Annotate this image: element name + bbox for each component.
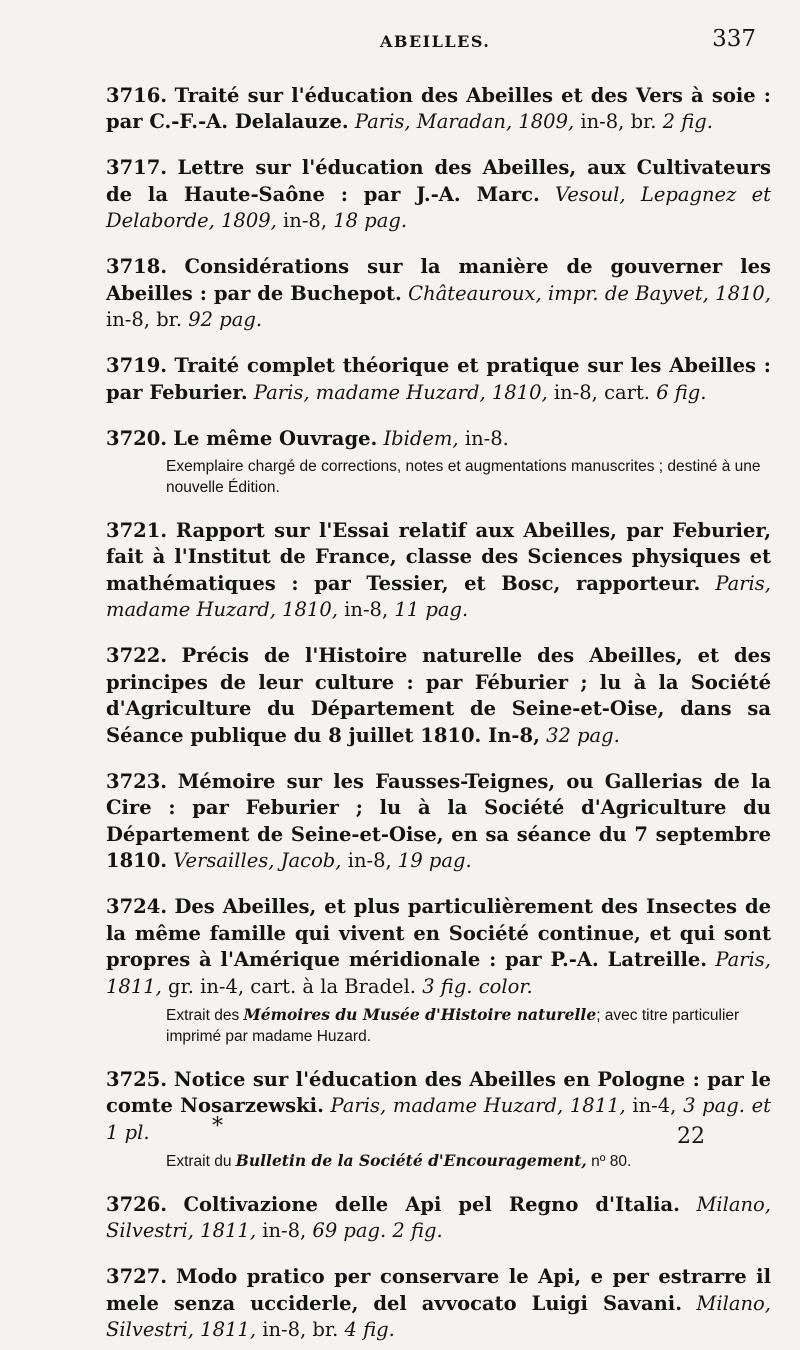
note-3725: Extrait du Bulletin de la Société d'Encouragement, nº 80. [166, 1151, 632, 1170]
page-header [0, 26, 800, 56]
signature-mark: 22 [677, 1124, 705, 1149]
entry-3716: 3716. Traité sur l'éducation des Abeilles et des Vers à soie : par C.-F.-A. Delalauze. Paris, Maradan, 1809, in-8, br. 2 fig. [106, 83, 771, 133]
asterisk-mark: * [212, 1114, 223, 1139]
page-footer [0, 1114, 800, 1158]
entry-3719: 3719. Traité complet théorique et pratique sur les Abeilles : par Feburier. Paris, madame Huzard, 1810, in-8, cart. 6 fig. [106, 354, 772, 404]
running-head: ABEILLES. [380, 32, 491, 51]
entry-3721: 3721. Rapport sur l'Essai relatif aux Abeilles, par Feburier, fait à l'Institut de France, classe des Sciences physiques et mathématiques : par Tessier, et Bosc, rapporteur. Paris, madame Huzard, 1810, in-8, 11 pag. [106, 518, 771, 621]
entry-3722: 3722. Précis de l'Histoire naturelle des Abeilles, et des principes de leur culture : par Féburier ; lu à la Société d'Agriculture du Département de Seine-et-Oise, dans sa Séance publique du 8 juillet 1810. In-8, 32 pag. [106, 644, 772, 747]
note-3720: Exemplaire chargé de corrections, notes et augmentations manuscrites ; destiné à une nouvelle Édition. [166, 458, 761, 496]
entry-3725: 3725. Notice sur l'éducation des Abeilles en Pologne : par le comte Nosarzewski. Paris, madame Huzard, 1811, in-4, 3 pag. et 1 pl. [106, 1067, 771, 1144]
entry-3718: 3718. Considérations sur la manière de gouverner les Abeilles : par de Buchepot. Châteauroux, impr. de Bayvet, 1810, in-8, br. 92 pag. [106, 255, 771, 331]
note-3724: Extrait des Mémoires du Musée d'Histoire naturelle; avec titre particulier imprimé par madame Huzard. [166, 1005, 740, 1045]
page-number: 337 [712, 26, 756, 52]
entry-3720: 3720. Le même Ouvrage. Ibidem, in-8. [106, 426, 509, 450]
entry-3724: 3724. Des Abeilles, et plus particulièrement des Insectes de la même famille qui vivent en Société continue, et qui sont propres à l'Amérique méridionale : par P.-A. Latreille. Paris, 1811, gr. in-4, cart. à la Bradel. 3 fig. color. [106, 895, 771, 998]
entry-3727: 3727. Modo pratico per conservare le Api, e per estrarre il mele senza ucciderle, del avvocato Luigi Savani. Milano, Silvestri, 1811, in-8, br. 4 fig. [106, 1265, 771, 1341]
entry-3717: 3717. Lettre sur l'éducation des Abeilles, aux Cultivateurs de la Haute-Saône : par J.-A. Marc. Vesoul, Lepagnez et Delaborde, 1809, in-8, 18 pag. [106, 156, 771, 232]
entry-3723: 3723. Mémoire sur les Fausses-Teignes, ou Gallerias de la Cire : par Feburier ; lu à la Société d'Agriculture du Département de Seine-et-Oise, en sa séance du 7 septembre 1810. Versailles, Jacob, in-8, 19 pag. [106, 769, 772, 872]
entry-3726: 3726. Coltivazione delle Api pel Regno d'Italia. Milano, Silvestri, 1811, in-8, 69 pag. 2 fig. [106, 1192, 772, 1242]
